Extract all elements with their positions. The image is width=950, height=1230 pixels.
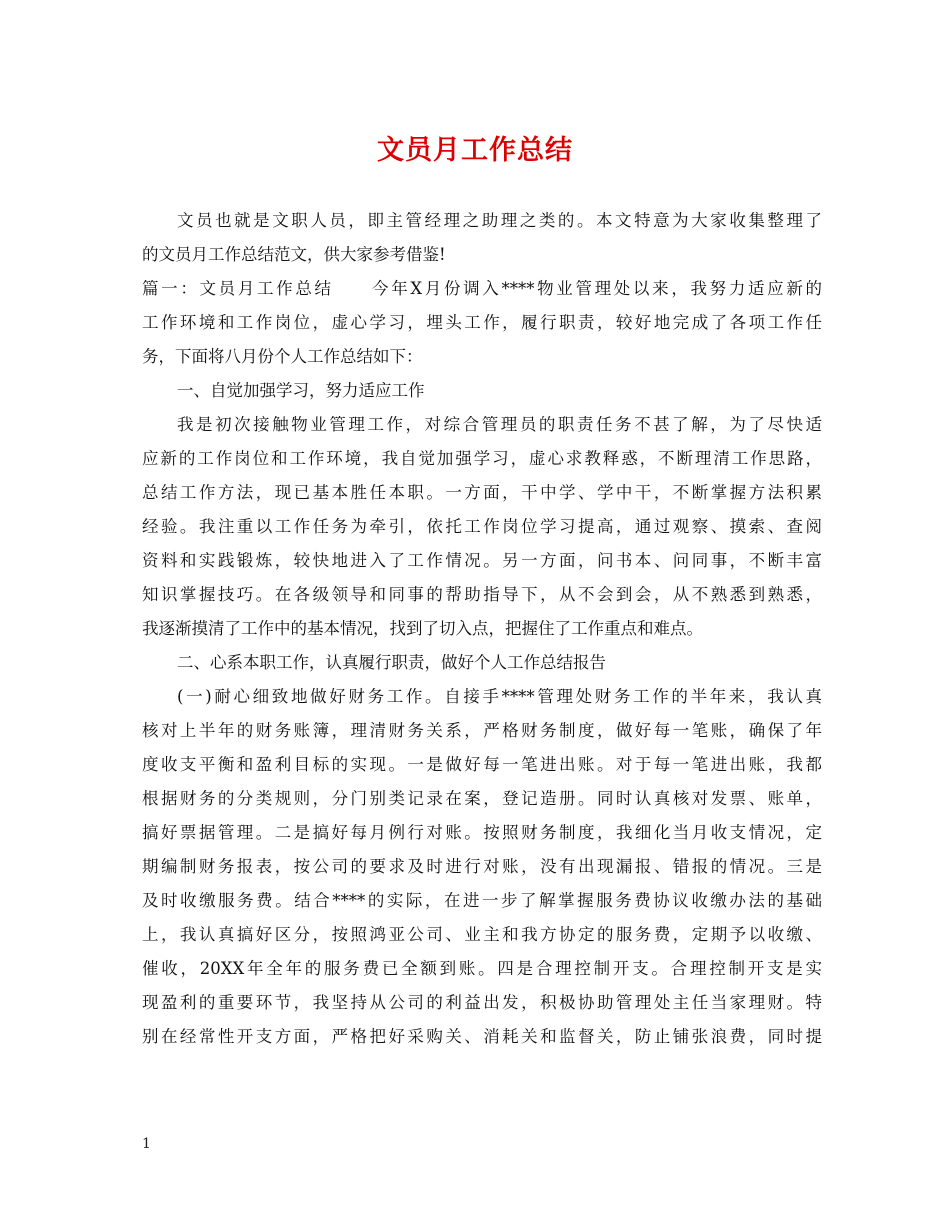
text-line: 工作环境和工作岗位，虚心学习，埋头工作，履行职责，较好地完成了各项工作任 [142, 313, 822, 332]
text-line: 文员也就是文职人员，即主管经理之助理之类的。本文特意为大家收集整理了 [177, 211, 822, 230]
text-line: 期编制财务报表，按公司的要求及时进行对账，没有出现漏报、错报的情况。三是 [142, 857, 822, 876]
section-heading: 一、自觉加强学习，努力适应工作 [177, 381, 425, 400]
text-line: 及时收缴服务费。结合****的实际，在进一步了解掌握服务费协议收缴办法的基础 [142, 891, 822, 910]
text-line: 度收支平衡和盈利目标的实现。一是做好每一笔进出账。对于每一笔进出账，我都 [142, 755, 822, 774]
text-line: 务，下面将八月份个人工作总结如下： [142, 347, 423, 366]
text-line: 应新的工作岗位和工作环境，我自觉加强学习，虚心求教释惑，不断理清工作思路， [142, 449, 822, 468]
text-line: 现盈利的重要环节，我坚持从公司的利益出发，积极协助管理处主任当家理财。特 [142, 993, 822, 1012]
page-number: 1 [142, 1136, 151, 1152]
text-line: 根据财务的分类规则，分门别类记录在案，登记造册。同时认真核对发票、账单， [142, 789, 822, 808]
text-line: 篇一：文员月工作总结 今年X月份调入****物业管理处以来，我努力适应新的 [142, 279, 822, 298]
text-line: 上，我认真搞好区分，按照鸿亚公司、业主和我方协定的服务费，定期予以收缴、 [142, 925, 822, 944]
text-line: 资料和实践锻炼，较快地进入了工作情况。另一方面，问书本、问同事，不断丰富 [142, 551, 822, 570]
text-line: 核对上半年的财务账簿，理清财务关系，严格财务制度，做好每一笔账，确保了年 [142, 721, 822, 740]
text-line: 的文员月工作总结范文，供大家参考借鉴! [142, 245, 446, 264]
text-line: 经验。我注重以工作任务为牵引，依托工作岗位学习提高，通过观察、摸索、查阅 [142, 517, 822, 536]
text-line: (一)耐心细致地做好财务工作。自接手****管理处财务工作的半年来，我认真 [177, 687, 822, 706]
document-title: 文员月工作总结 [377, 135, 573, 166]
text-line: 知识掌握技巧。在各级领导和同事的帮助指导下，从不会到会，从不熟悉到熟悉， [142, 585, 822, 604]
text-line: 搞好票据管理。二是搞好每月例行对账。按照财务制度，我细化当月收支情况，定 [142, 823, 822, 842]
text-line: 催收，20XX年全年的服务费已全额到账。四是合理控制开支。合理控制开支是实 [142, 959, 822, 978]
text-line: 别在经常性开支方面，严格把好采购关、消耗关和监督关，防止铺张浪费，同时提 [142, 1027, 822, 1046]
text-line: 总结工作方法，现已基本胜任本职。一方面，干中学、学中干，不断掌握方法积累 [142, 483, 822, 502]
section-heading: 二、心系本职工作，认真履行职责，做好个人工作总结报告 [177, 653, 606, 672]
text-line: 我逐渐摸清了工作中的基本情况，找到了切入点，把握住了工作重点和难点。 [142, 619, 703, 638]
text-line: 我是初次接触物业管理工作，对综合管理员的职责任务不甚了解，为了尽快适 [177, 415, 822, 434]
